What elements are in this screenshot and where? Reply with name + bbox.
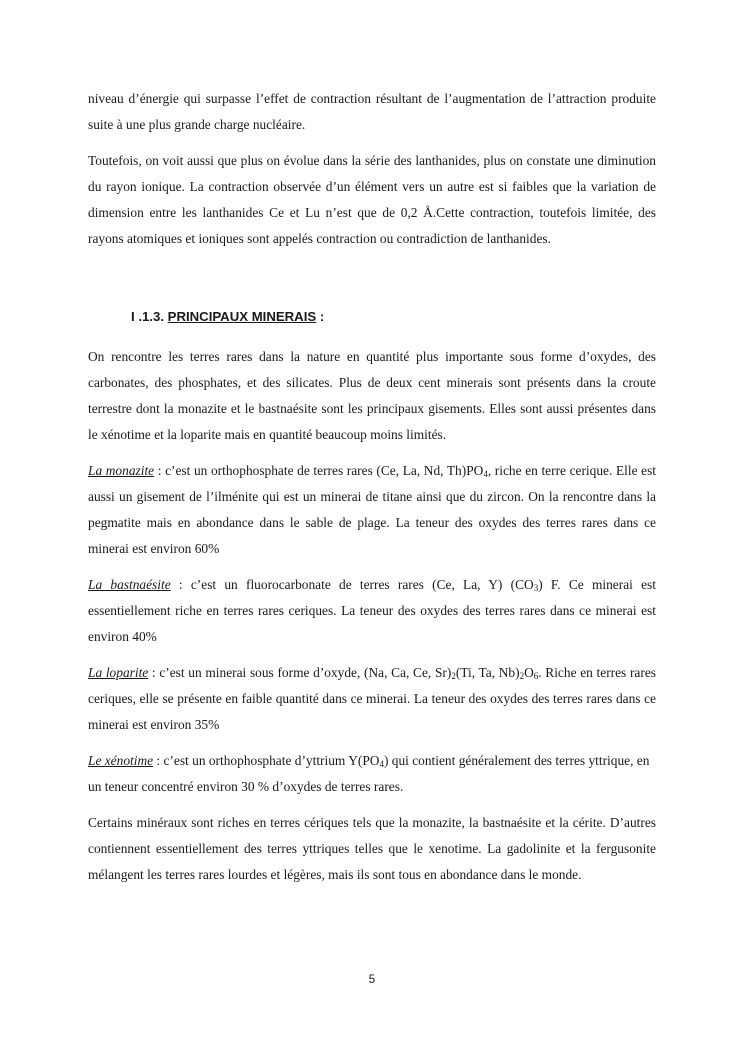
document-page bbox=[88, 86, 656, 888]
paragraph-loparite bbox=[88, 660, 656, 738]
monazite-subscript-1: 4 bbox=[483, 469, 488, 479]
term-xenotime: Le xénotime bbox=[88, 753, 154, 768]
loparite-subscript-1: 2 bbox=[451, 671, 456, 681]
paragraph-ceric-yttric-minerals: Certains minéraux sont riches en terres cériques tels que la monazite, la bastnaésite et la cérite. D’autres contiennent essentiellement des terres yttriques telles que le xenotime. La gadolinite et la fergusonite mélangent les terres rares lourdes et légères, mais ils sont tous en abondance dans le monde. bbox=[88, 815, 656, 882]
xenotime-subscript-1: 4 bbox=[379, 759, 384, 769]
loparite-text-1: : c’est un minerai sous forme d’oxyde, (Na, Ca, Ce, Sr) bbox=[148, 665, 452, 680]
paragraph-energy-level: niveau d’énergie qui surpasse l’effet de contraction résultant de l’augmentation de l’attraction produite suite à une plus grande charge nucléaire. bbox=[88, 91, 656, 132]
monazite-text-2: , riche en terre cerique. Elle est aussi un gisement de l’ilménite qui est un minerai de titane ainsi que du zircon. On la rencontre dans la pegmatite mais en abondance dans le sable de plage. La teneur des oxydes des terres rares dans ce minerai est environ 60% bbox=[88, 463, 657, 556]
loparite-text-4: . Riche en terres rares ceriques, elle se présente en faible quantité dans ce minerai. La teneur des oxydes des terres rares dans ce minerai est environ 35% bbox=[88, 665, 656, 732]
section-heading bbox=[88, 306, 656, 328]
section-title-suffix: : bbox=[316, 309, 325, 324]
loparite-subscript-3: 6 bbox=[533, 671, 539, 681]
xenotime-text-1: : c’est un orthophosphate d’yttrium Y(PO bbox=[153, 753, 380, 768]
bastnaesite-text-2: ) F. Ce minerai est essentiellement riche en terres rares ceriques. La teneur des oxydes des terres rares dans ce minerai est environ 40% bbox=[88, 577, 656, 644]
term-loparite: La loparite bbox=[88, 665, 149, 680]
xenotime-text-2: ) qui contient généralement des terres yttrique, en un teneur concentré environ 30 % d’oxydes de terres rares. bbox=[88, 753, 650, 794]
paragraph-xenotime bbox=[88, 748, 656, 800]
paragraph-monazite bbox=[88, 458, 656, 562]
loparite-text-3: O bbox=[524, 665, 534, 680]
loparite-text-2: (Ti, Ta, Nb) bbox=[455, 665, 520, 680]
paragraph-bastnaesite bbox=[88, 572, 656, 650]
bastnaesite-subscript-1: 3 bbox=[533, 583, 539, 593]
bastnaesite-text-1: : c’est un fluorocarbonate de terres rares (Ce, La, Y) (CO bbox=[170, 577, 534, 592]
page-number: 5 bbox=[368, 974, 376, 986]
monazite-text-1: : c’est un orthophosphate de terres rares (Ce, La, Nd, Th)PO bbox=[154, 463, 484, 478]
section-number: I .1.3. bbox=[131, 309, 164, 324]
term-bastnaesite: La bastnaésite bbox=[88, 577, 171, 592]
paragraph-lanthanide-contraction: Toutefois, on voit aussi que plus on évolue dans la série des lanthanides, plus on constate une diminution du rayon ionique. La contraction observée d’un élément vers un autre est si faibles que la variation de dimension entre les lanthanides Ce et Lu n’est que de 0,2 Å.Cette contraction, toutefois limitée, des rayons atomiques et ioniques sont appelés contraction ou contradiction de lanthanides. bbox=[88, 153, 656, 246]
paragraph-minerals-intro: On rencontre les terres rares dans la nature en quantité plus importante sous forme d’oxydes, des carbonates, des phosphates, et des silicates. Plus de deux cent minerais sont présents dans la croute terrestre dont la monazite et le bastnaésite sont les principaux gisements. Elles sont aussi présentes dans le xénotime et la loparite mais en quantité beaucoup moins limités. bbox=[88, 349, 656, 442]
loparite-subscript-2: 2 bbox=[519, 671, 525, 681]
term-monazite: La monazite bbox=[88, 463, 155, 478]
section-title: PRINCIPAUX MINERAIS bbox=[167, 309, 317, 324]
